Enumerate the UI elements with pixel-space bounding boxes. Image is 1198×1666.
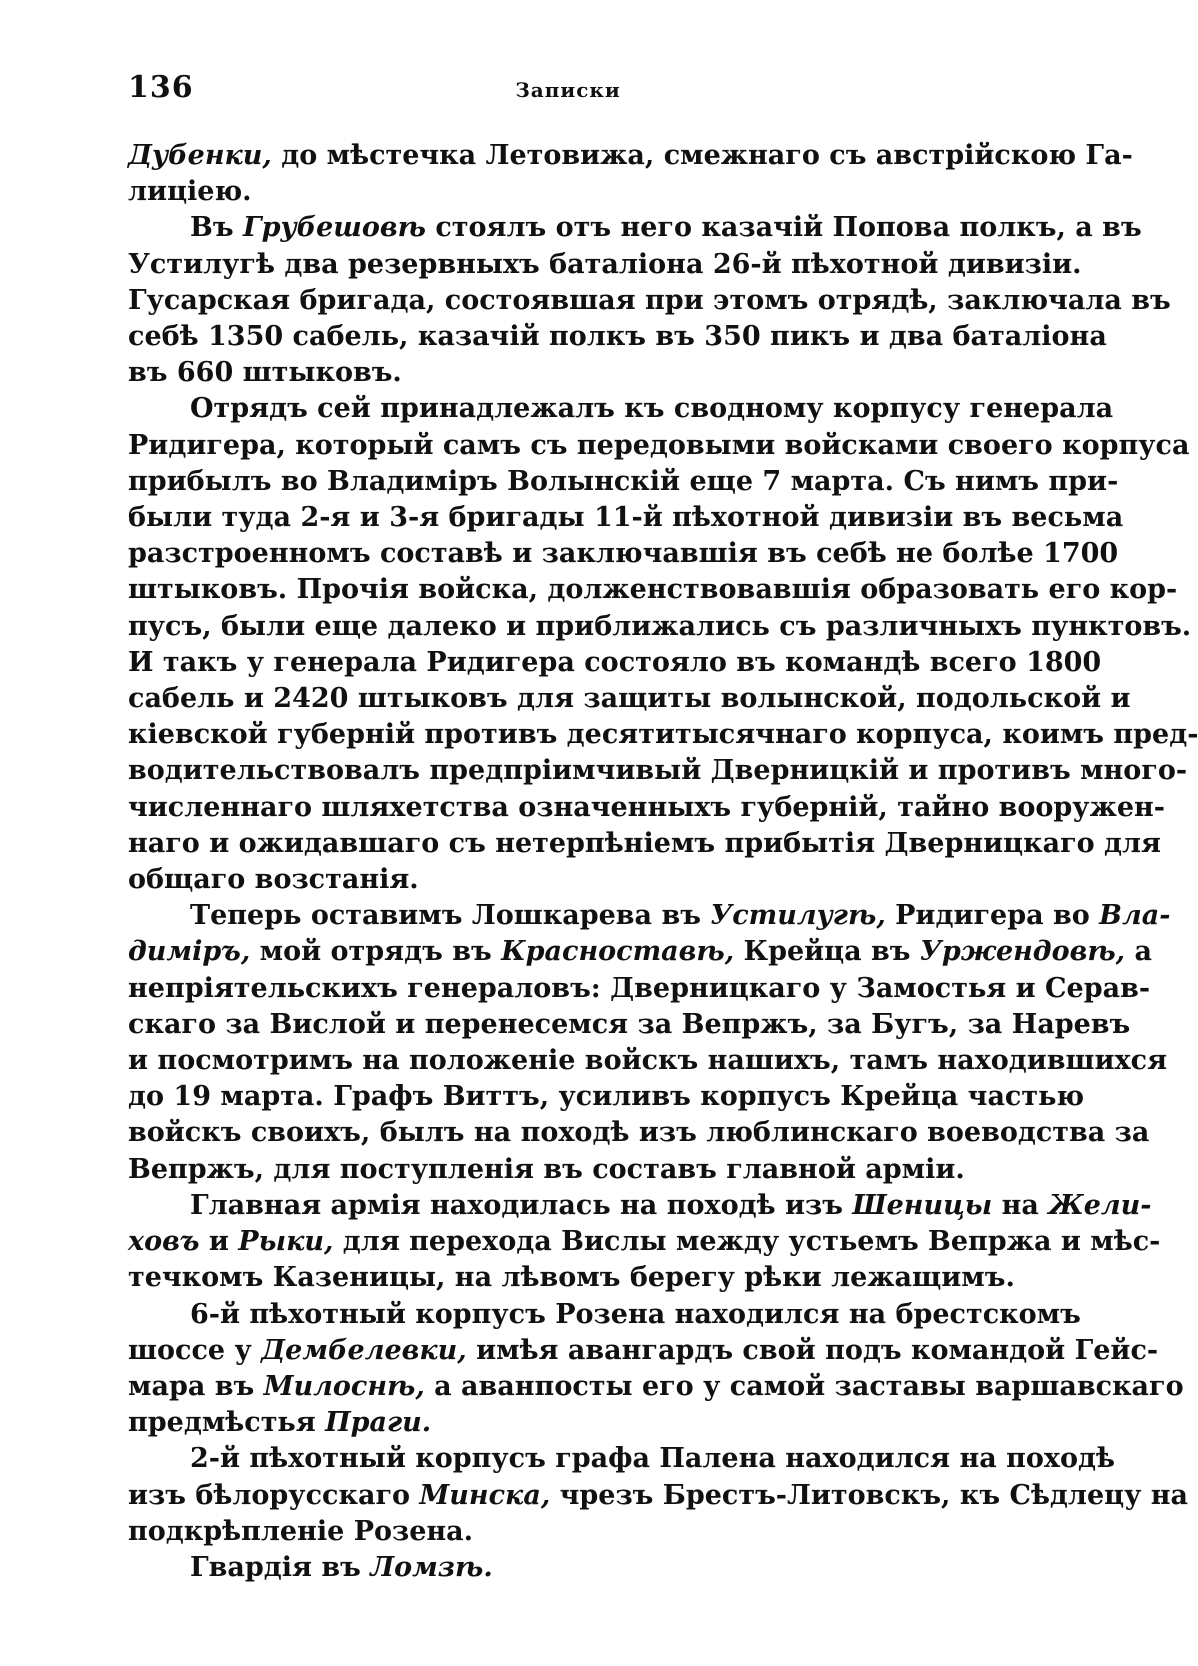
italic-place-name: Минска, xyxy=(419,1479,551,1511)
text-run: течкомъ Казеницы, на лѣвомъ берегу рѣки лежащимъ. xyxy=(128,1262,1015,1294)
text-line xyxy=(128,536,1119,572)
text-run: Гусарская бригада, состоявшая при этомъ отрядѣ, заключала въ xyxy=(128,284,1171,316)
text-run: И такъ у генерала Ридигера состояло въ командѣ всего 1800 xyxy=(128,646,1102,678)
text-line xyxy=(128,645,1102,681)
text-line xyxy=(128,1441,1115,1477)
text-line xyxy=(128,1297,1081,1333)
text-line xyxy=(128,1152,1008,1188)
text-run: сабель и 2420 штыковъ для защиты волынской, подольской и xyxy=(128,683,1131,715)
text-line xyxy=(128,1260,1015,1296)
text-run: и посмотримъ на положеніе войскъ нашихъ, тамъ находившихся xyxy=(128,1045,1168,1077)
text-line xyxy=(128,391,1114,427)
text-line xyxy=(128,1224,1161,1260)
text-run: въ 660 штыковъ. xyxy=(128,357,402,389)
text-line xyxy=(128,609,1192,645)
text-run: Ридигера, который самъ съ передовыми войсками своего корпуса xyxy=(128,429,1190,461)
text-run: для перехода Вислы между устьемъ Вепржа и мѣс- xyxy=(333,1226,1161,1258)
text-line xyxy=(128,1079,1085,1115)
text-run: мара въ xyxy=(128,1370,264,1402)
text-run: Въ xyxy=(190,212,243,244)
text-run: прибылъ во Владиміръ Волынскій еще 7 марта. Съ нимъ при- xyxy=(128,465,1119,497)
italic-place-name: Рыки, xyxy=(238,1226,334,1258)
text-line xyxy=(128,1043,1168,1079)
italic-place-name: Шеницы xyxy=(852,1189,993,1221)
text-line xyxy=(128,428,1190,464)
text-line xyxy=(128,681,1131,717)
text-run: Теперь оставимъ Лошкарева въ xyxy=(190,900,711,932)
text-line xyxy=(128,1550,1008,1586)
text-line xyxy=(128,1369,1184,1405)
text-run: себѣ 1350 сабель, казачій полкъ въ 350 пикъ и два баталіона xyxy=(128,321,1107,353)
text-run: стоялъ отъ него казачій Попова полкъ, а въ xyxy=(425,212,1142,244)
text-line xyxy=(128,283,1171,319)
text-run: Отрядъ сей принадлежалъ къ сводному корпусу генерала xyxy=(190,393,1114,425)
italic-place-name: Жели- xyxy=(1048,1189,1152,1221)
text-line xyxy=(128,971,1151,1007)
text-line xyxy=(128,319,1107,355)
italic-place-name: Ломзѣ. xyxy=(370,1551,493,1583)
text-line xyxy=(128,898,1171,934)
text-run: 6-й пѣхотный корпусъ Розена находился на брестскомъ xyxy=(190,1298,1081,1330)
italic-place-name: Урженд​овѣ, xyxy=(919,936,1126,968)
text-run: наго и ожидавшаго съ нетерпѣніемъ прибытія Дверницкаго для xyxy=(128,827,1162,859)
text-line xyxy=(128,1514,1008,1550)
text-run: до мѣстечка Летовижа, смежнаго съ австрійскою Га- xyxy=(271,140,1133,171)
italic-place-name: Милоснѣ, xyxy=(263,1370,425,1402)
text-run: Гвардія въ xyxy=(190,1551,371,1583)
text-run: имѣя авангардъ свой подъ командой Гейс- xyxy=(466,1334,1159,1366)
running-title: Записки xyxy=(515,78,621,102)
text-run: пусъ, были еще далеко и приближались съ различныхъ пунктовъ. xyxy=(128,610,1192,642)
italic-place-name: Праги. xyxy=(325,1407,432,1439)
page-header xyxy=(128,70,1008,114)
text-line xyxy=(128,1007,1131,1043)
italic-place-name: Дубенки, xyxy=(128,140,272,171)
text-run: скаго за Вислой и перенесемся за Вепржъ, за Бугъ, за Наревъ xyxy=(128,1008,1131,1040)
text-line xyxy=(128,355,1008,391)
text-line xyxy=(128,174,1008,210)
text-run: были туда 2-я и 3-я бригады 11-й пѣхотной дивизіи въ весьма xyxy=(128,502,1124,534)
italic-place-name: Дембелевки, xyxy=(261,1334,467,1366)
text-line xyxy=(128,500,1124,536)
italic-place-name: Грубешовѣ xyxy=(242,212,426,244)
text-run: численнаго шляхетства означенныхъ губерній, тайно вооружен- xyxy=(128,791,1165,823)
text-run: Вепржъ, для поступленія въ составъ главной арміи. xyxy=(128,1153,965,1185)
text-run: Устилугѣ два резервныхъ баталіона 26-й пѣхотной дивизіи. xyxy=(128,248,1082,280)
page-number: 136 xyxy=(128,70,194,105)
text-run: а аванпосты его у самой заставы варшавскаго xyxy=(424,1370,1184,1402)
text-run: изъ бѣлорусскаго xyxy=(128,1479,420,1511)
text-line xyxy=(128,790,1165,826)
text-line xyxy=(128,464,1119,500)
text-run: войскъ своихъ, былъ на походѣ изъ люблинскаго воеводства за xyxy=(128,1117,1150,1149)
text-line xyxy=(128,1188,1152,1224)
text-run: Крейца въ xyxy=(734,936,920,968)
text-line xyxy=(128,1333,1159,1369)
text-run: подкрѣпленіе Розена. xyxy=(128,1515,474,1547)
text-run: штыковъ. Прочія войска, долженствовавшія образовать его кор- xyxy=(128,574,1178,606)
text-line xyxy=(128,934,1152,970)
italic-place-name: ховъ xyxy=(128,1226,200,1258)
text-run: водительствовалъ предпріимчивый Дверницкій и противъ много- xyxy=(128,755,1188,787)
text-run: а xyxy=(1125,936,1152,968)
text-run: лиціею. xyxy=(128,176,252,208)
italic-place-name: диміръ, xyxy=(128,936,251,968)
text-run: Главная армія находилась на походѣ изъ xyxy=(190,1189,853,1221)
text-line xyxy=(128,862,1008,898)
text-line xyxy=(128,753,1188,789)
text-run: разстроенномъ составѣ и заключавшія въ себѣ не болѣе 1700 xyxy=(128,538,1119,570)
text-run: кіевской губерній противъ десятитысячнаго корпуса, коимъ пред- xyxy=(128,719,1198,751)
text-line xyxy=(128,1405,1008,1441)
text-line xyxy=(128,138,1133,174)
italic-place-name: Устилугѣ, xyxy=(710,900,886,932)
italic-place-name: Вла- xyxy=(1099,900,1171,932)
text-run: непріятельскихъ генераловъ: Дверницкаго у Замостья и Серав- xyxy=(128,972,1151,1004)
text-run: 2-й пѣхотный корпусъ графа Палена находился на походѣ xyxy=(190,1443,1115,1475)
body-text xyxy=(128,138,1198,1586)
italic-place-name: Красноставѣ, xyxy=(501,936,735,968)
text-run: на xyxy=(992,1189,1049,1221)
text-line xyxy=(128,826,1162,862)
text-line xyxy=(128,247,1082,283)
text-run: до 19 марта. Графъ Виттъ, усиливъ корпусъ Крейца частью xyxy=(128,1081,1085,1113)
text-run: предмѣстья xyxy=(128,1407,326,1439)
text-run: общаго возстанія. xyxy=(128,864,419,896)
text-run: мой отрядъ въ xyxy=(250,936,502,968)
text-run: чрезъ Брестъ-Литовскъ, къ Сѣдлецу на xyxy=(550,1479,1189,1511)
text-line xyxy=(128,717,1198,753)
text-run: шоссе у xyxy=(128,1334,262,1366)
text-run: и xyxy=(199,1226,239,1258)
text-line xyxy=(128,1478,1189,1514)
text-line xyxy=(128,572,1178,608)
text-line xyxy=(128,1115,1150,1151)
text-line xyxy=(128,210,1142,246)
text-run: Ридигера во xyxy=(885,900,1100,932)
